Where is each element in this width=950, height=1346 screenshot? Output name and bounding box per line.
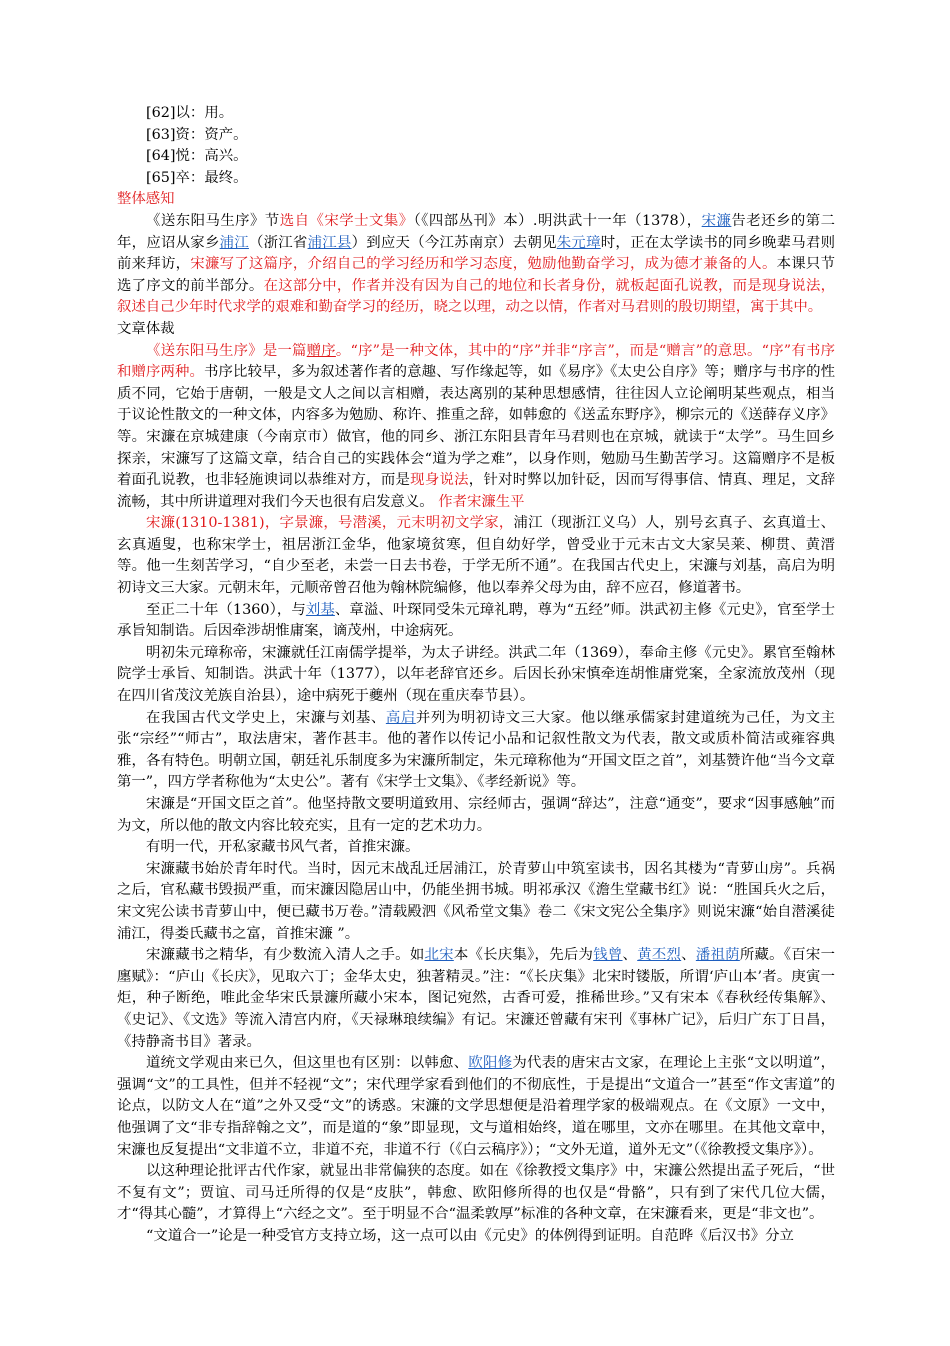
paragraph-overall [117,211,835,319]
paragraph-qingluo: 宋濂藏书始於青年时代。当时，因元末战乱迁居浦江，於青萝山中筑室读书，因名其楼为“青萝山房”。兵祸之后，官私藏书毁损严重，而宋濂因隐居山中，仍能坐拥书城。明祁承汉《澹生堂藏书红》说：“胜国兵火之后，宋文宪公读书青萝山中，便已藏书万卷。”清载殿泗《风希堂文集》卷二《宋文宪公全集序》则说宋濂“始自潜溪徒浦江，得娄氏藏书之富，首推宋濂 ”。 [117,860,835,942]
highlight-text: 。“序”是一种文体，其中的“序”并非“序言”，而是“赠言”的意思。“序”有书序和赠序两种。 [117,342,835,381]
text-run: 告老还乡的第二年，应诏从家乡 [117,212,835,251]
highlight-text: 宋濂写了这篇序，介绍自己的学习经历和学习态度，勉励他勤奋学习，成为德才兼备的人。 [190,256,777,273]
paragraph-daotong [117,1053,835,1161]
text-run: 并列为明初诗文三大家。他以继承儒家封建道统为己任，为文主张“宗经”“师古”，取法唐宋，著作甚丰。他的著作以传记小品和记叙性散文为代表，散文或质朴简洁或雍容典雅，各有特色。明朝立国，朝廷礼乐制度多为宋濂所制定，朱元璋称他为“开国文臣之首”，刘基赞许他“当今文章第一”，四方学者称他为“太史公”。著有《宋学士文集》、《孝经新说》等。 [117,709,835,791]
paragraph-first-minister: 宋濂是“开国文臣之首”。他坚持散文要明道致用、宗经师古，强调“辞达”，注意“通变”，要求“因事感触”而为文，所以他的散文内容比较充实，且有一定的艺术功力。 [117,796,835,834]
paragraph-ming-early: 明初朱元璋称帝，宋濂就任江南儒学提举，为太子讲经。洪武二年（1369），奉命主修《元史》。累官至翰林院学士承旨、知制诰。洪武十年（1377），以年老辞官还乡。后因长孙宋慎牵连胡惟庸党案，全家流放茂州（现在四川省茂汶羌族自治县），途中病死于夔州（现在重庆奉节县）。 [117,644,835,705]
text-run: （浙江省 [248,234,308,251]
link-pujiang-county[interactable]: 浦江县 [307,234,352,251]
link-liu-ji[interactable]: 刘基 [305,601,335,618]
document-body [117,103,835,1247]
text-run: 宋濂藏书之精华，有少数流入清人之手。如 [146,947,425,964]
footnote-65: [65]卒：最终。 [146,169,248,186]
link-pan-zuyin[interactable]: 潘祖荫 [695,947,740,964]
highlight-text: 赠序 [306,342,336,359]
link-gao-qi[interactable]: 高启 [385,709,416,726]
text-run: 在我国古代文学史上，宋濂与刘基、 [146,709,386,726]
section-heading-genre: 文章体裁 [117,320,175,337]
text-run: 本课只节选了序文的前半部分。 [117,256,835,294]
link-song-lian[interactable]: 宋濂 [701,212,732,229]
text-run: 道统文学观由来已久，但这里也有区别：以韩愈、 [146,1055,469,1072]
footnote-63: [63]资：资产。 [146,126,248,143]
link-qian-zeng[interactable]: 钱曾 [593,947,623,964]
section-heading-author: 作者宋濂生平 [438,493,525,510]
paragraph-book-collecting: 有明一代，开私家藏书风气者，首推宋濂。 [146,839,420,856]
text-run: 至正二十年（1360），与 [146,601,306,618]
text-run: 时，正在太学读书的同乡晚辈马君则前来拜访， [117,234,835,273]
text-run: 所藏。《百宋一廛赋》：“庐山《长庆》，见取六丁；金华太史，独著精灵。”注：“《长庆集》北宋时镂版，所谓‘庐山本’者。庚寅一炬，种子断绝，唯此金华宋氏景濂所藏小宋本，图记宛然，古香可爱，推稀世珍。”又有宋本《春秋经传集解》、《史记》、《文选》等流入清宫内府，《天禄琳琅续编》有记。宋濂还曾藏有宋刊《事林广记》，后归广东丁日昌，《持静斋书目》著录。 [117,947,835,1050]
paragraph-author-bio [117,513,835,599]
text-run: 本《长庆集》，先后为 [453,947,594,964]
paragraph-collection [117,945,835,1053]
paragraph-genre [117,341,835,514]
highlight-text: 选自《宋学士文集》 [279,212,414,229]
section-heading-overall: 整体感知 [117,191,175,208]
text-run: 、章溢、叶琛同受朱元璋礼聘，尊为“五经”师。洪武初主修《元史》，官至学士承旨知制诰。后因牵涉胡惟庸案，谪茂州，中途病死。 [117,601,835,640]
highlight-text: 宋濂(1310-1381)，字景濂，号潜溪，元末明初文学家， [146,515,514,532]
text-run: 《送东阳马生序》节 [146,212,280,229]
footnote-62: [62]以：用。 [146,105,234,121]
paragraph-1360 [117,600,835,643]
text-run: 浦江（现浙江义乌）人，别号玄真子、玄真道士、玄真遁叟，也称宋学士，祖居浙江金华，他家境贫寒，但自幼好学，曾受业于元末古文大家吴莱、柳贯、黄溍等。他一生刻苦学习，“自少至老，未尝一日去书卷，于学无所不通”。在我国古代史上，宋濂与刘基，高启为明初诗文三大家。元朝末年，元顺帝曾召他为翰林院编修，他以奉养父母为由，辞不应召，修道著书。 [117,515,835,597]
paragraph-wendao-heyi: “文道合一”论是一种受官方支持立场，这一点可以由《元史》的体例得到证明。自范晔《后汉书》分立 [146,1227,794,1244]
text-run: 、 [622,947,638,964]
text-run: 为代表的唐宋古文家，在理论上主张“文以明道”，强调“文”的工具性，但并不轻视“文”；宋代理学家看到他们的不彻底性，于是提出“文道合一”甚至“作文害道”的论点，以防文人在“道”之外又受“文”的诱惑。宋濂的文学思想便是沿着理学家的极端观点。在《文原》一文中，他强调了文“非专指辞翰之文”，而是道的“象”即显现，文与道相始终，道在哪里，文亦在哪里。在其他文章中，宋濂也反复提出“文非道不立，非道不充，非道不行（《白云稿序》）；“文外无道，道外无文”（《徐教授文集序》）。 [117,1055,835,1158]
footnote-64: [64]悦：高兴。 [146,148,248,165]
link-pujiang[interactable]: 浦江 [219,234,249,251]
link-ouyang-xiu[interactable]: 欧阳修 [468,1055,513,1072]
link-northern-song[interactable]: 北宋 [424,947,454,964]
paragraph-literature [117,708,835,794]
text-run: 书序比较早，多为叙述著作者的意趣、写作缘起等，如《易序》《太史公自序》等；赠序与书序的性质不同，它始于唐朝，一般是文人之间以言相赠，表达离别的某种思想感情，往往因人立论阐明某些观点，相当于议论性散文的一种文体，内容多为勉励、称许、推重之辞，如韩愈的《送孟东野序》，柳宗元的《送薛存义序》等。宋濂在京城建康（今南京市）做官，他的同乡、浙江东阳县青年马君则也在京城，就读于“太学”。马生回乡探亲，宋濂写了这篇文章，结合自己的实践体会“道为学之难”，以身作则，勉励马生勤苦学习。这篇赠序不是板着面孔说教，也非轻施谀词以恭维对方，而是 [117,364,835,489]
highlight-text: 《送东阳马生序》是一篇 [146,342,307,359]
paragraph-criticism: 以这种理论批评古代作家，就显出非常偏狭的态度。如在《徐教授文集序》中，宋濂公然提出孟子死后，“世不复有文”；贾谊、司马迁所得的仅是“皮肤”，韩愈、欧阳修所得的也仅是“骨骼”，只有到了宋代几位大儒，才“得其心髓”，才算得上“六经之文”。至于明显不合“温柔敦厚”标准的各种文章，在宋濂看来，更是“非文也”。 [117,1163,835,1223]
highlight-text: 在这部分中，作者并没有因为自己的地位和长者身份，就板起面孔说教，而是现身说法，叙述自己少年时代求学的艰难和勤奋学习的经历，晓之以理，动之以情，作者对马君则的殷切期望，寓于其中。 [117,277,835,316]
text-run: （《四部丛刊》本）.明洪武十一年（1378）， [413,212,702,229]
text-run: 、 [681,947,696,964]
highlight-text: 现身说法 [410,472,469,489]
text-run: ）到应天（今江苏南京）去朝见 [351,234,557,251]
text-run: ，针对时弊以加针砭，因而写得事信、情真、理足，文辞流畅，其中所讲道理对我们今天也很有启发意义。 [117,472,835,510]
link-zhu-yuanzhang[interactable]: 朱元璋 [556,234,601,251]
link-huang-pilie[interactable]: 黄丕烈 [637,947,682,964]
